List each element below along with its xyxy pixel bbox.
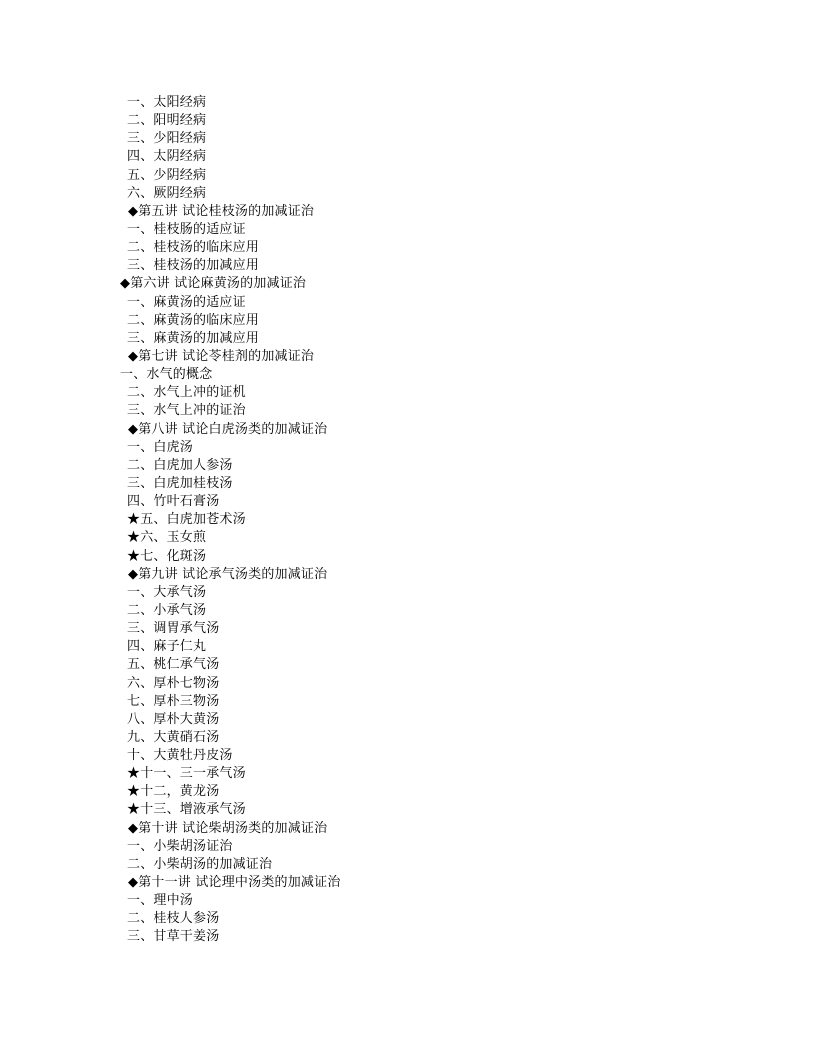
toc-entry-taiyang: 一、太阳经病 bbox=[127, 95, 207, 110]
toc-lecture-11-heading: ◆第十一讲 试论理中汤类的加减证治 bbox=[128, 875, 341, 891]
toc-entry: 一、大承气汤 bbox=[127, 584, 207, 600]
toc-entry: 一、麻黄汤的适应证 bbox=[127, 294, 246, 310]
toc-entry: 七、厚朴三物汤 bbox=[127, 693, 220, 709]
toc-entry: 四、麻子仁丸 bbox=[127, 639, 207, 655]
toc-entry-starred: ★六、玉女煎 bbox=[127, 530, 207, 546]
toc-entry: 二、小柴胡汤的加减证治 bbox=[127, 856, 273, 872]
toc-lecture-5-heading: ◆第五讲 试论桂枝汤的加减证治 bbox=[128, 203, 315, 219]
toc-entry: 二、水气上冲的证机 bbox=[127, 385, 246, 401]
toc-lecture-7-heading: ◆第七讲 试论苓桂剂的加减证治 bbox=[128, 348, 315, 364]
toc-entry: 一、理中汤 bbox=[127, 893, 194, 909]
toc-lecture-9-heading: ◆第九讲 试论承气汤类的加减证治 bbox=[128, 566, 328, 582]
toc-entry: 一、桂枝肠的适应证 bbox=[127, 221, 246, 237]
toc-entry: 一、水气的概念 bbox=[120, 367, 213, 383]
toc-entry: 一、白虎汤 bbox=[127, 439, 194, 455]
toc-entry-jueyin: 六、厥阴经病 bbox=[127, 185, 207, 201]
toc-entry-starred: ★十二，黄龙汤 bbox=[127, 784, 220, 800]
toc-entry: 一、小柴胡汤证治 bbox=[127, 838, 233, 854]
toc-entry: 六、厚朴七物汤 bbox=[127, 675, 220, 691]
toc-entry-shaoyang: 三、少阳经病 bbox=[127, 131, 207, 147]
toc-entry: 三、水气上冲的证治 bbox=[127, 403, 246, 419]
toc-entry: 三、调胃承气汤 bbox=[127, 621, 220, 637]
toc-entry: 三、麻黄汤的加减应用 bbox=[127, 330, 260, 346]
toc-lecture-8-heading: ◆第八讲 试论白虎汤类的加减证治 bbox=[128, 421, 328, 437]
toc-entry: 八、厚朴大黄汤 bbox=[127, 711, 220, 727]
toc-entry: 二、桂枝汤的临床应用 bbox=[127, 240, 260, 256]
toc-entry-starred: ★十三、增液承气汤 bbox=[127, 802, 246, 818]
toc-entry: 二、桂枝人参汤 bbox=[127, 911, 220, 927]
toc-entry: 四、竹叶石膏汤 bbox=[127, 494, 220, 510]
toc-lecture-6-heading: ◆第六讲 试论麻黄汤的加减证治 bbox=[120, 276, 307, 292]
toc-entry: 五、桃仁承气汤 bbox=[127, 657, 220, 673]
toc-entry: 二、麻黄汤的临床应用 bbox=[127, 312, 260, 328]
toc-entry-taiyin: 四、太阴经病 bbox=[127, 149, 207, 165]
toc-entry: 二、小承气汤 bbox=[127, 602, 207, 618]
table-of-contents bbox=[120, 94, 680, 947]
toc-entry: 三、桂枝汤的加减应用 bbox=[127, 258, 260, 274]
toc-entry-starred: ★七、化斑汤 bbox=[127, 548, 207, 564]
toc-entry-shaoyin: 五、少阴经病 bbox=[127, 167, 207, 183]
toc-entry-yangming: 二、阳明经病 bbox=[127, 113, 207, 129]
toc-entry: 二、白虎加人参汤 bbox=[127, 457, 233, 473]
toc-entry-starred: ★五、白虎加苍术汤 bbox=[127, 512, 246, 528]
toc-entry: 九、大黄硝石汤 bbox=[127, 729, 220, 745]
toc-lecture-10-heading: ◆第十讲 试论柴胡汤类的加减证治 bbox=[128, 820, 328, 836]
toc-entry: 三、甘草干姜汤 bbox=[127, 929, 220, 945]
toc-entry: 三、白虎加桂枝汤 bbox=[127, 475, 233, 491]
toc-entry-starred: ★十一、三一承气汤 bbox=[127, 766, 246, 782]
toc-entry: 十、大黄牡丹皮汤 bbox=[127, 748, 233, 764]
